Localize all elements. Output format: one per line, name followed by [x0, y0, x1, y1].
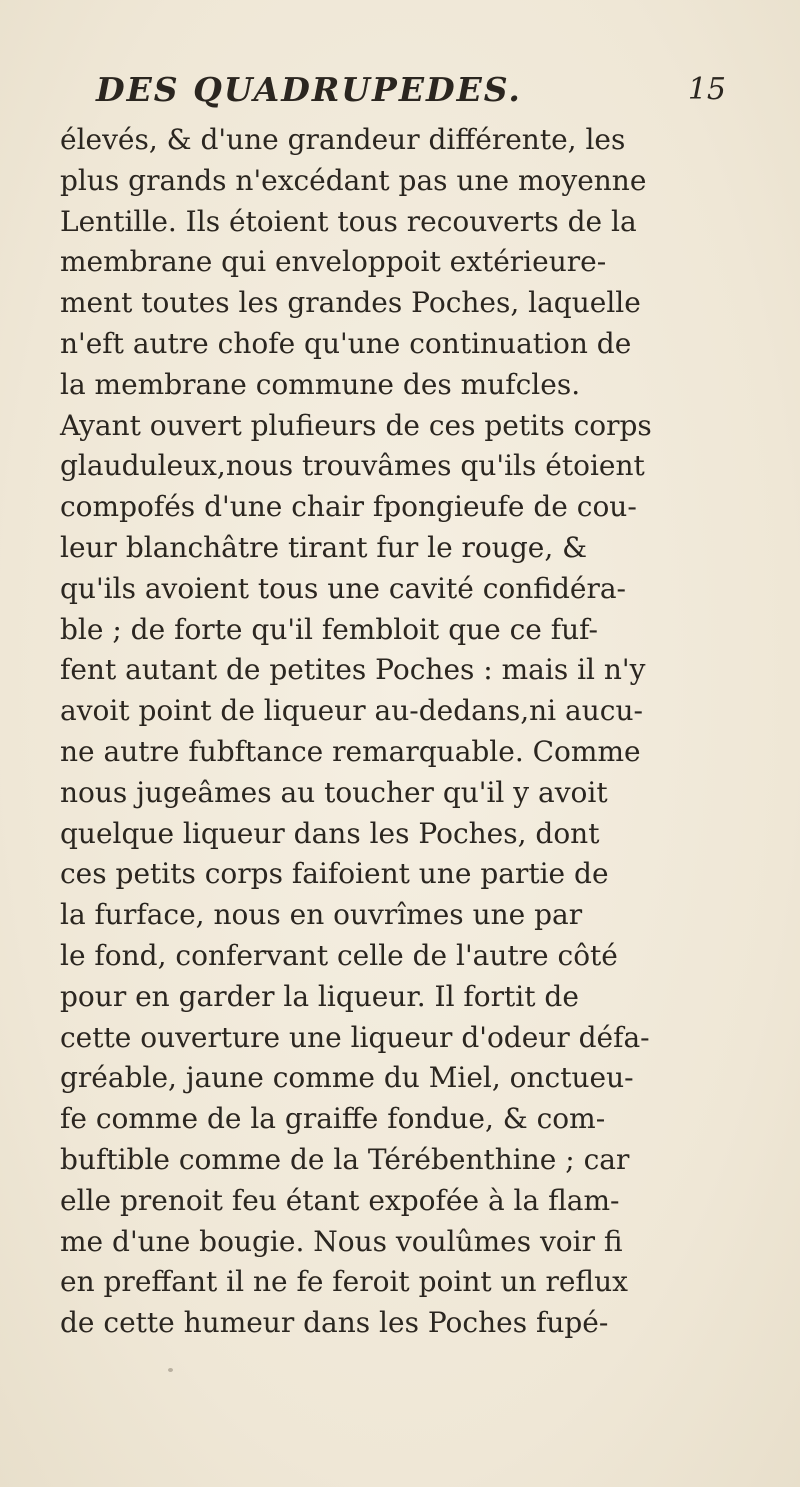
text-line: avoit point de liqueur au-dedans,ni aucu-	[60, 694, 643, 728]
text-line: qu'ils avoient tous une cavité confidéra-	[60, 571, 627, 605]
text-line: fe comme de la graiffe fondue, & com-	[60, 1102, 606, 1136]
text-line: en preffant il ne fe feroit point un reflux	[60, 1265, 628, 1299]
text-line: de cette humeur dans les Poches fupé-	[60, 1306, 609, 1340]
text-line: ble ; de forte qu'il fembloit que ce fuf-	[60, 612, 599, 646]
text-line: gréable, jaune comme du Miel, onctueu-	[60, 1061, 634, 1095]
text-line: nous jugeâmes au toucher qu'il y avoit	[60, 775, 608, 809]
text-line: ces petits corps faifoient une partie de	[60, 857, 609, 891]
text-line: compofés d'une chair fpongieufe de cou-	[60, 490, 637, 524]
text-line: buftible comme de la Térébenthine ; car	[60, 1142, 630, 1176]
page-number: 15	[687, 72, 726, 107]
text-line: Ayant ouvert plufieurs de ces petits corps	[60, 408, 652, 442]
text-line: élevés, & d'une grandeur différente, les	[60, 123, 626, 156]
body-text	[60, 120, 740, 1344]
text-line: n'eft autre chofe qu'une continuation de	[60, 326, 632, 360]
page-header	[96, 70, 726, 116]
text-line: elle prenoit feu étant expofée à la flam-	[60, 1183, 620, 1217]
text-line: pour en garder la liqueur. Il fortit de	[60, 979, 579, 1013]
text-line: la membrane commune des mufcles.	[60, 367, 581, 401]
text-line: Lentille. Ils étoient tous recouverts de la	[60, 204, 637, 238]
text-line: fent autant de petites Poches : mais il n'y	[60, 653, 646, 687]
text-line: plus grands n'excédant pas une moyenne	[60, 163, 647, 197]
text-line: ment toutes les grandes Poches, laquelle	[60, 286, 641, 320]
text-line: glauduleux,nous trouvâmes qu'ils étoient	[60, 449, 645, 483]
text-line: leur blanchâtre tirant fur le rouge, &	[60, 530, 588, 564]
running-title: DES QUADRUPEDES.	[96, 70, 522, 109]
text-line: la furface, nous en ouvrîmes une par	[60, 898, 583, 932]
text-line: ne autre fubftance remarquable. Comme	[60, 734, 641, 768]
text-line: cette ouverture une liqueur d'odeur défa-	[60, 1020, 650, 1054]
paper-speck	[168, 1368, 173, 1372]
text-line: le fond, confervant celle de l'autre côté	[60, 938, 618, 972]
text-line: quelque liqueur dans les Poches, dont	[60, 816, 600, 850]
text-line: me d'une bougie. Nous voulûmes voir fi	[60, 1224, 623, 1258]
text-line: membrane qui enveloppoit extérieure-	[60, 245, 607, 279]
